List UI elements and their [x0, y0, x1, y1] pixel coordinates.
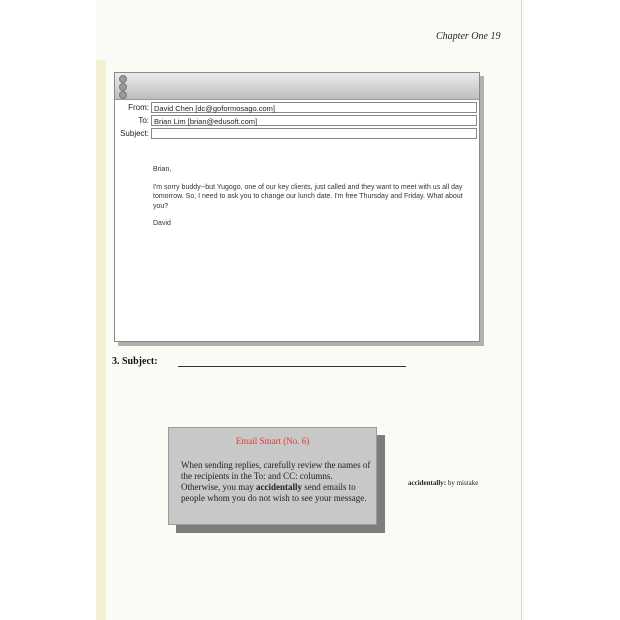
- page-edge-tint: [96, 60, 106, 620]
- subject-label: Subject:: [120, 129, 149, 138]
- glossary-definition: by mistake: [446, 479, 479, 487]
- running-header: [436, 31, 500, 42]
- to-label: To:: [138, 116, 149, 125]
- glossary-term: accidentally:: [408, 479, 447, 487]
- email-paragraph: I'm sorry buddy--but Yugogo, one of our key clients, just called and they want to meet with us all day tomorrow. So, I need to ask you to change our lunch date. I'm free Thursday and Friday. What about you?: [153, 183, 463, 210]
- email-body[interactable]: [153, 165, 473, 237]
- glossary-note: [408, 479, 478, 487]
- exercise-number: 3.: [112, 356, 120, 367]
- tip-text: [181, 460, 371, 504]
- exercise-label: Subject:: [122, 356, 158, 367]
- from-field[interactable]: David Chen [dc@goformosago.com]: [151, 102, 477, 113]
- tip-emphasis: accidentally: [255, 482, 302, 492]
- page-right-edge: [521, 0, 522, 620]
- tip-title: Email Smart (No. 6): [235, 436, 310, 446]
- to-field[interactable]: Brian Lim [brian@edusoft.com]: [151, 115, 477, 126]
- tip-text-after: send emails to people whom you do not wish to see your message.: [181, 482, 367, 503]
- tip-text-before: When sending replies, carefully review the names of the recipients in the To: and CC: columns. Otherwise, you may: [181, 460, 371, 492]
- email-titlebar: [115, 73, 479, 100]
- email-smart-tip: [168, 427, 377, 525]
- page-number: 19: [490, 31, 501, 42]
- chapter-label: Chapter One: [436, 31, 488, 42]
- email-signature: David: [153, 220, 171, 227]
- subject-row: [115, 128, 479, 141]
- zoom-dot-icon[interactable]: [119, 91, 127, 99]
- from-label: From:: [128, 103, 149, 112]
- minimize-dot-icon[interactable]: [119, 83, 127, 91]
- from-row: [115, 102, 479, 115]
- email-window: [114, 72, 480, 342]
- to-row: [115, 115, 479, 128]
- exercise-question: [112, 356, 158, 367]
- close-dot-icon[interactable]: [119, 75, 127, 83]
- email-greeting: Brian,: [153, 166, 172, 173]
- subject-field[interactable]: [151, 128, 477, 139]
- answer-line[interactable]: [178, 366, 406, 367]
